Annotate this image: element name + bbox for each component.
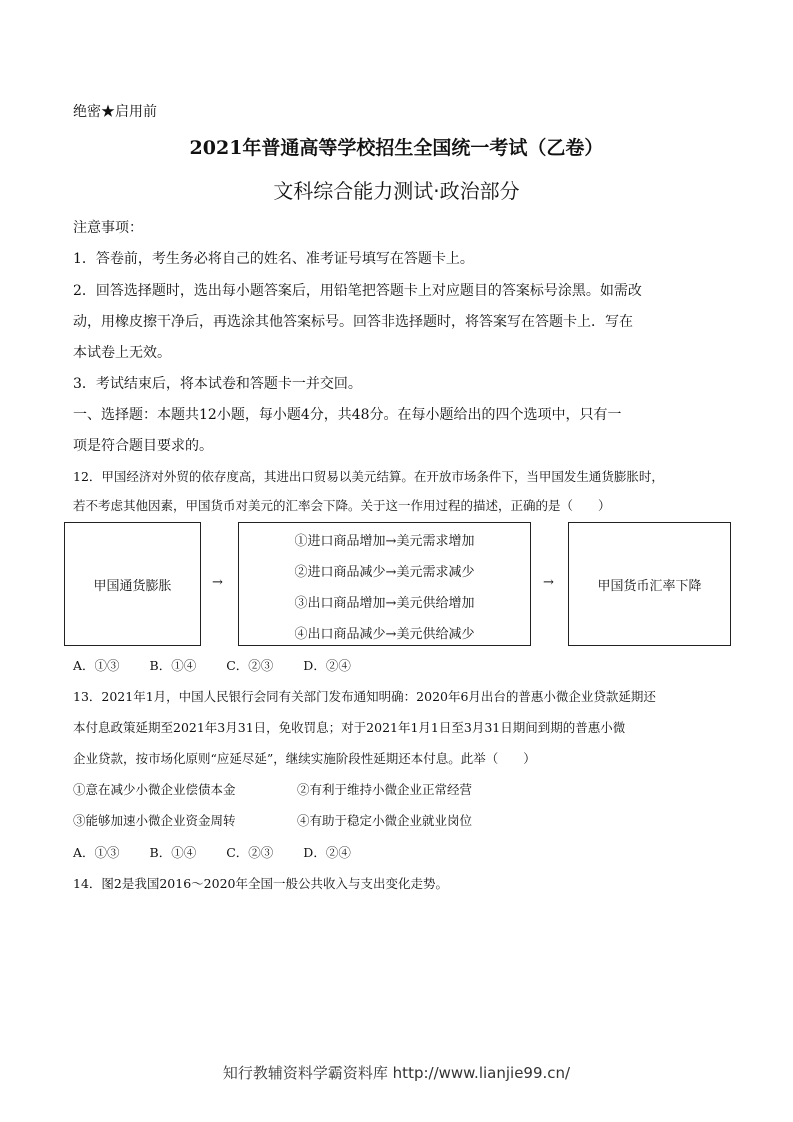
flow-arrow-1: →	[212, 575, 223, 590]
note-2-line-3: 本试卷上无效。	[73, 345, 171, 361]
confidential-mark: 绝密★启用前	[73, 104, 157, 120]
flow-arrow-2: →	[543, 575, 554, 590]
q12-option-d[interactable]: D．②④	[303, 658, 351, 673]
footer-watermark: 知行教辅资料学霸资料库 http://www.lianjie99.cn/	[222, 1064, 571, 1082]
exam-title: 2021年普通高等学校招生全国统一考试（乙卷）	[189, 137, 604, 159]
exam-subtitle: 文科综合能力测试·政治部分	[273, 179, 520, 203]
q13-stem-line-2: 本付息政策延期至2021年3月31日，免收罚息；对于2021年1月1日至3月31日期间到期的普惠小微	[73, 720, 626, 735]
flow-box-left-label: 甲国通货膨胀	[93, 579, 172, 594]
q12-option-b[interactable]: B．①④	[149, 658, 197, 673]
q13-option-c[interactable]: C．②③	[226, 845, 274, 860]
q13-statement-4: ④有助于稳定小微企业就业岗位	[297, 813, 473, 828]
flow-box-right	[568, 522, 731, 646]
flow-step-4: ④出口商品减少→美元供给减少	[294, 627, 475, 642]
note-3: 3．考试结束后，将本试卷和答题卡一并交回。	[73, 376, 362, 392]
flow-step-1: ①进口商品增加→美元需求增加	[294, 534, 475, 549]
q13-statement-1: ①意在减少小微企业偿债本金	[73, 782, 236, 797]
note-2-line-1: 2．回答选择题时，选出每小题答案后，用铅笔把答题卡上对应题目的答案标号涂黑。如需改	[73, 283, 642, 299]
section-heading-line-2: 项是符合题目要求的。	[73, 438, 213, 454]
q13-statement-3: ③能够加速小微企业资金周转	[73, 813, 236, 828]
q12-options	[73, 656, 381, 674]
q12-stem-line-2: 若不考虑其他因素，甲国货币对美元的汇率会下降。关于这一作用过程的描述，正确的是（ ）	[73, 498, 611, 513]
note-1: 1．答卷前，考生务必将自己的姓名、准考证号填写在答题卡上。	[73, 251, 474, 267]
q12-option-c[interactable]: C．②③	[226, 658, 274, 673]
note-2-line-2: 动，用橡皮擦干净后，再选涂其他答案标号。回答非选择题时，将答案写在答题卡上．写在	[73, 314, 633, 330]
q13-stem-line-1: 13．2021年1月，中国人民银行会同有关部门发布通知明确：2020年6月出台的普惠小微企业贷款延期还	[73, 689, 656, 704]
flow-box-left	[64, 522, 201, 646]
q13-option-b[interactable]: B．①④	[149, 845, 197, 860]
q12-option-a[interactable]: A．①③	[73, 658, 120, 673]
notes-heading: 注意事项：	[73, 220, 143, 236]
flow-step-2: ②进口商品减少→美元需求减少	[294, 565, 475, 580]
q14-stem: 14．图2是我国2016～2020年全国一般公共收入与支出变化走势。	[73, 876, 448, 891]
q13-options	[73, 843, 381, 861]
flow-box-middle	[238, 522, 531, 646]
q13-stem-line-3: 企业贷款，按市场化原则“应延尽延”，继续实施阶段性延期还本付息。此举（ ）	[73, 751, 536, 766]
section-heading-line-1: 一、选择题：本题共12小题，每小题4分，共48分。在每小题给出的四个选项中，只有一	[73, 407, 622, 423]
q12-stem-line-1: 12．甲国经济对外贸的依存度高，其进出口贸易以美元结算。在开放市场条件下，当甲国发生通货膨胀时，	[73, 469, 664, 484]
q13-option-a[interactable]: A．①③	[73, 845, 120, 860]
q13-statement-2: ②有利于维持小微企业正常经营	[297, 782, 473, 797]
q13-option-d[interactable]: D．②④	[303, 845, 351, 860]
flow-box-right-label: 甲国货币汇率下降	[597, 579, 702, 594]
flow-step-3: ③出口商品增加→美元供给增加	[294, 596, 475, 611]
